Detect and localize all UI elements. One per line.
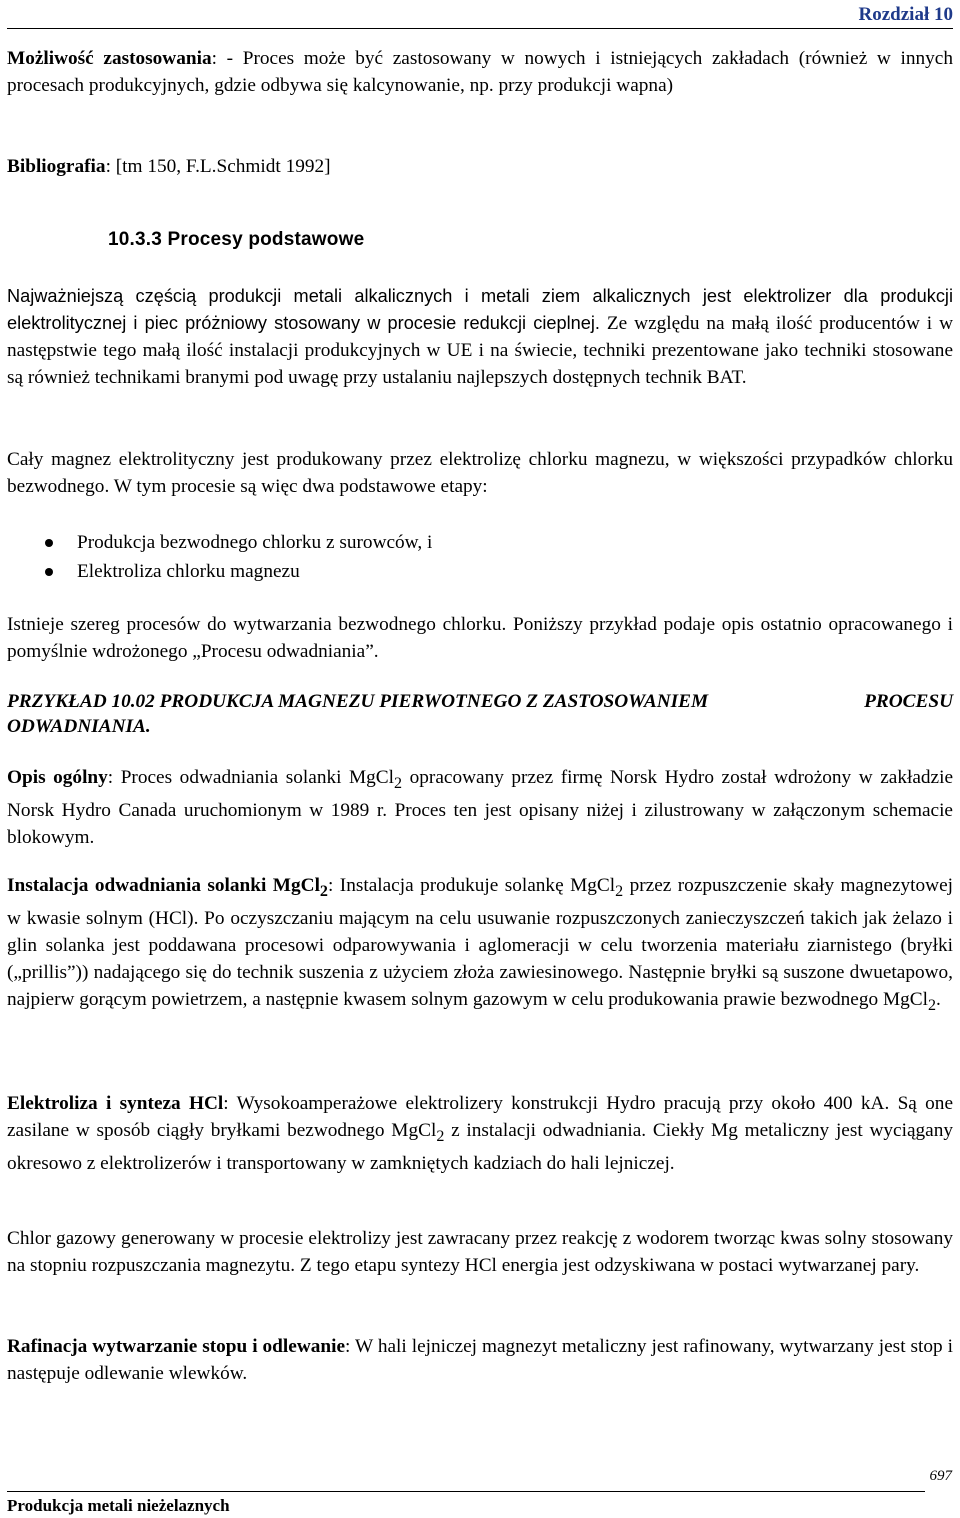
bullet-icon — [45, 539, 53, 547]
possibility-label: Możliwość zastosowania — [7, 48, 212, 69]
installation-label — [7, 875, 328, 900]
chapter-label: Rozdział 10 — [858, 4, 953, 25]
paragraph-refining — [7, 1333, 953, 1387]
list-item-text: Produkcja bezwodnego chlorku z surowców, i — [77, 532, 433, 553]
bibliography-label: Bibliografia — [7, 156, 106, 177]
intro-sans-text: Najważniejszą częścią produkcji metali alkalicznych i metali ziem alkalicznych jest elektrolizer dla produkcji elektrolitycznej i piec próżniowy stosowany w procesie redukcji cieplnej. — [7, 286, 953, 333]
list-item-text: Elektroliza chlorku magnezu — [77, 561, 300, 582]
page-number: 697 — [929, 1468, 952, 1484]
paragraph-possibility — [7, 45, 953, 99]
general-text-b: opracowany przez firmę Norsk Hydro został wdrożony w zakładzie Norsk Hydro Canada uruchomionym w 1989 r. Proces ten jest opisany niżej i zilustrowany w załączonym schemacie blokowym. — [7, 767, 954, 848]
electrolysis-label: Elektroliza i synteza HCl — [7, 1093, 224, 1114]
installation-label-subscript: 2 — [319, 882, 328, 900]
list-item — [7, 557, 953, 586]
intro-serif-text: Ze względu na małą ilość producentów i w następstwie tego małą ilość instalacji produkcyjnych w UE i na świecie, techniki prezentowane jako techniki stosowane są również technikami branymi pod uwagę przy ustalaniu najlepszych dostępnych technik BAT. — [7, 313, 953, 388]
chlorine-text: Chlor gazowy generowany w procesie elektrolizy jest zawracany przez reakcję z wodorem tworząc kwas solny stosowany na stopniu rozpuszczania magnezytu. Z tego etapu syntezy HCl energia jest odzyskiwana w postaci wytwarzanej pary. — [7, 1228, 953, 1276]
paragraph-installation — [7, 872, 953, 1019]
magnesium-text: Cały magnez elektrolityczny jest produkowany przez elektrolizę chlorku magnezu, w większości przypadków chlorku bezwodnego. W tym procesie są więc dwa podstawowe etapy: — [7, 449, 953, 497]
electrolysis-text-b: z instalacji odwadniania. Ciekły Mg metaliczny jest wyciągany okresowo z elektrolizerów i transportowany w zamkniętych kadziach do hali lejniczej. — [7, 1120, 953, 1174]
processes-text: Istnieje szereg procesów do wytwarzania bezwodnego chlorku. Poniższy przykład podaje opis ostatnio opracowanego i pomyślnie wdrożonego „Procesu odwadniania”. — [7, 614, 953, 662]
example-line-1 — [7, 689, 953, 714]
paragraph-intro — [7, 283, 953, 391]
example-heading — [7, 689, 953, 739]
electrolysis-subscript: 2 — [436, 1127, 445, 1145]
installation-text-c: . — [936, 988, 941, 1010]
general-subscript: 2 — [394, 774, 403, 792]
bullet-list — [7, 528, 953, 586]
section-heading: 10.3.3 Procesy podstawowe — [108, 229, 365, 250]
paragraph-magnesium — [7, 446, 953, 500]
paragraph-general — [7, 764, 953, 851]
footer-title: Produkcja metali nieżelaznych — [7, 1496, 230, 1515]
installation-subscript: 2 — [615, 882, 624, 900]
bibliography-text: : [tm 150, F.L.Schmidt 1992] — [105, 156, 331, 177]
paragraph-electrolysis — [7, 1090, 953, 1177]
installation-subscript-2: 2 — [927, 996, 936, 1014]
general-text-a: : Proces odwadniania solanki MgCl — [107, 767, 395, 788]
list-item — [7, 528, 953, 557]
bullet-icon — [45, 568, 53, 576]
installation-text-a: : Instalacja produkuje solankę MgCl — [327, 875, 616, 896]
paragraph-bibliography — [7, 153, 953, 180]
footer-rule — [7, 1491, 925, 1492]
installation-label-text: Instalacja odwadniania solanki MgCl — [7, 875, 320, 896]
paragraph-chlorine — [7, 1225, 953, 1279]
possibility-text: : - Proces może być zastosowany w nowych i istniejących zakładach (również w innych procesach produkcyjnych, gdzie odbywa się kalcynowanie, np. przy produkcji wapna) — [7, 48, 953, 96]
example-left: PRZYKŁAD 10.02 PRODUKCJA MAGNEZU PIERWOTNEGO Z ZASTOSOWANIEM — [7, 691, 709, 712]
electrolysis-text-a: : Wysokoamperażowe elektrolizery konstrukcji Hydro pracują przy około 400 kA. Są one zasilane w sposób ciągły bryłkami bezwodnego MgCl — [7, 1093, 953, 1141]
example-right: PROCESU — [864, 691, 953, 712]
general-label: Opis ogólny — [7, 767, 108, 788]
refining-text: : W hali lejniczej magnezyt metaliczny jest rafinowany, wytwarzany jest stop i następuje odlewanie wlewków. — [7, 1336, 953, 1384]
example-line-2: ODWADNIANIA. — [7, 716, 151, 737]
header-rule — [7, 28, 953, 29]
installation-text-b: przez rozpuszczenie skały magnezytowej w kwasie solnym (HCl). Po oczyszczaniu mającym na celu usuwanie rozpuszczonych zanieczyszczeń takich jak żelazo i glin solanka jest poddawana procesowi odparowywania i aglomeracji w celu tworzenia materiału ziarnistego (bryłki („prillis”)) nadającego się do technik suszenia z użyciem złoża zawiesinowego. Następnie bryłki są suszone dwuetapowo, najpierw gorącym powietrzem, a następnie kwasem solnym gazowym w celu produkowania prawie bezwodnego MgCl — [7, 875, 953, 1010]
paragraph-processes — [7, 611, 953, 665]
refining-label: Rafinacja wytwarzanie stopu i odlewanie — [7, 1336, 346, 1357]
